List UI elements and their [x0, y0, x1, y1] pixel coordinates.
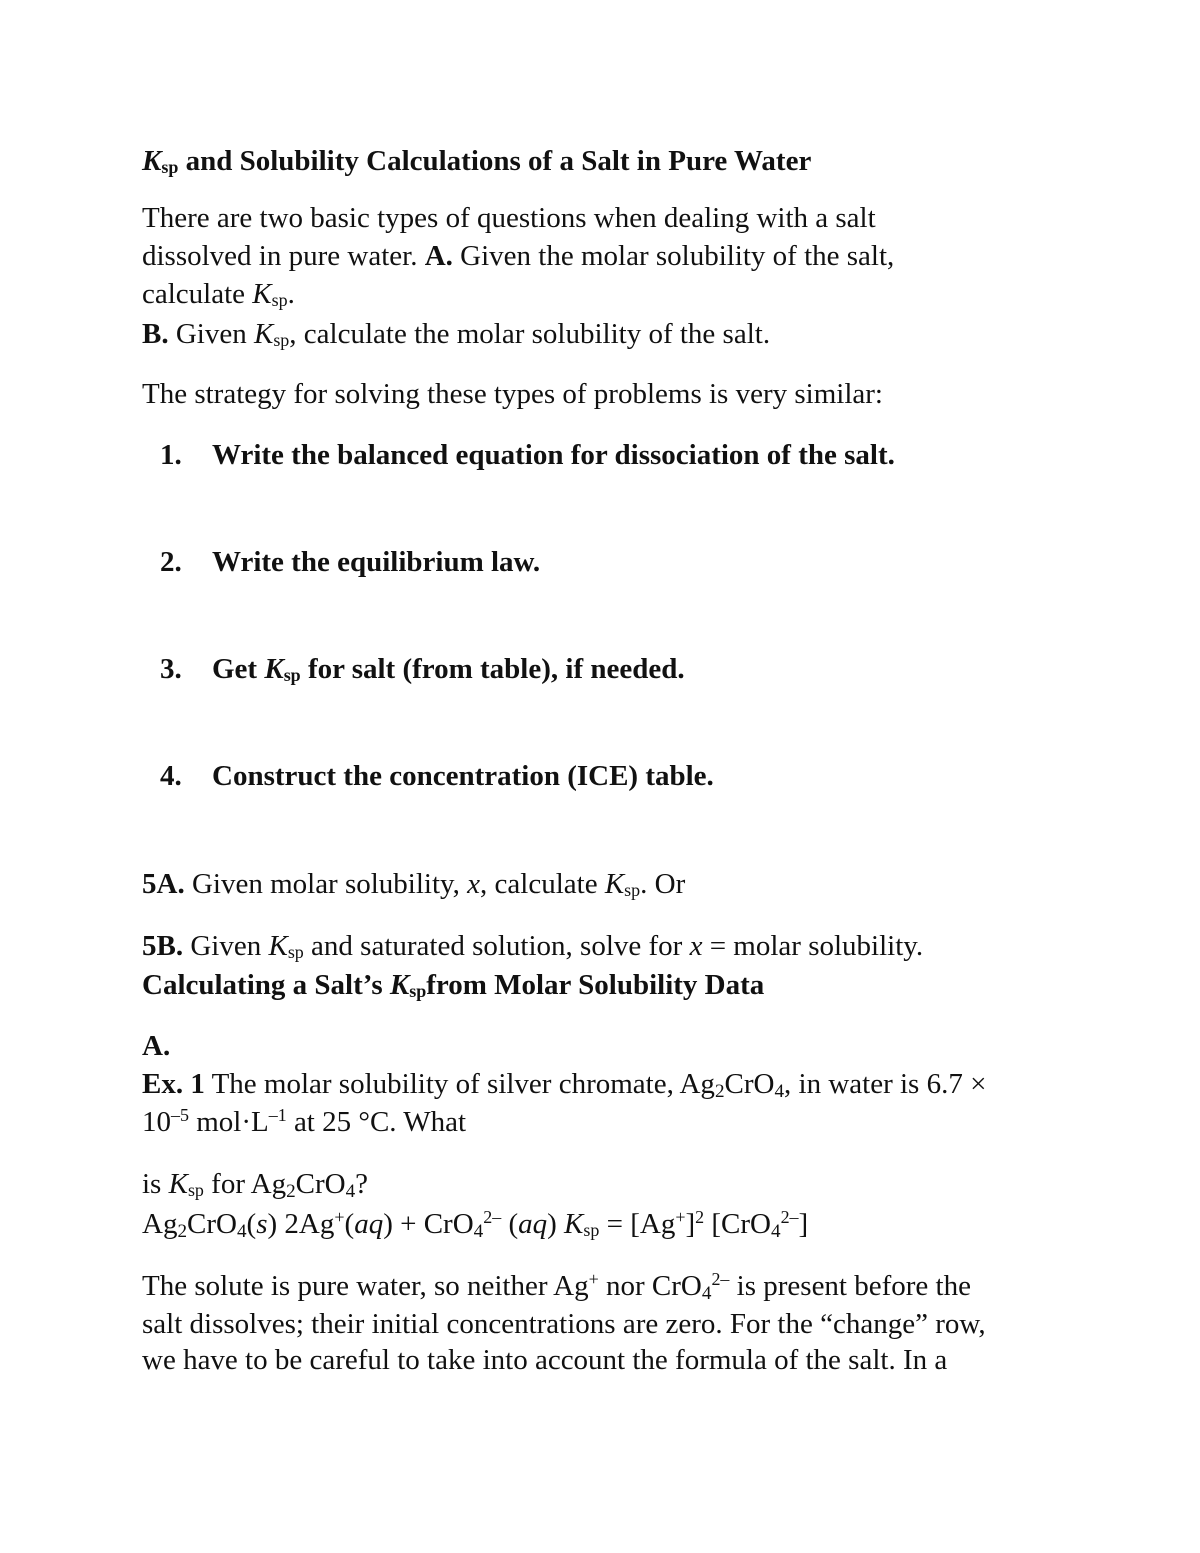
- step-label: 5A.: [142, 868, 185, 900]
- heading-text: from Molar Solubility Data: [426, 969, 765, 1001]
- step-5b: [142, 928, 923, 970]
- superscript: 2–: [483, 1207, 502, 1228]
- step-5a: [142, 866, 685, 908]
- ksp-symbol: K: [142, 145, 162, 177]
- example-label: Ex. 1: [142, 1068, 205, 1100]
- subscript: 4: [771, 1220, 781, 1242]
- strategy-text: The strategy for solving these types of problems is very similar:: [142, 378, 883, 410]
- step-text: Construct the concentration (ICE) table.: [212, 760, 714, 792]
- subscript: 2: [286, 1180, 296, 1202]
- ksp-subscript: sp: [583, 1220, 600, 1241]
- superscript: 2–: [780, 1207, 799, 1228]
- intro-line-3: [142, 276, 295, 318]
- ksp-symbol: K: [264, 653, 284, 685]
- equation-text: = [Ag: [599, 1208, 676, 1240]
- superscript: 2: [695, 1207, 705, 1228]
- equation-text: [557, 1208, 564, 1240]
- closing-line-1: [142, 1268, 971, 1304]
- closing-line-3: we have to be careful to take into account the formula of the salt. In a: [142, 1344, 948, 1376]
- example-text: CrO: [295, 1168, 346, 1200]
- ksp-symbol: K: [564, 1208, 584, 1240]
- step-number: 2.: [160, 546, 182, 578]
- ksp-subscript: sp: [624, 880, 641, 901]
- intro-text: dissolved in pure water.: [142, 240, 425, 272]
- intro-line-2: [142, 238, 894, 274]
- variable-x: x: [467, 868, 481, 900]
- dissociation-equation: $Ag_2CrO_4(s) 2Ag^+(aq) + CrO_4^{2-}$ (aq) Ksp = $[Ag^+]^2$ [CrO$_4^{2-}$]: [142, 1207, 809, 1242]
- subscript: 2: [177, 1220, 188, 1242]
- example-line-3: [142, 1166, 368, 1208]
- step-text: = molar solubility.: [702, 930, 924, 962]
- step-text: for salt (from table), if needed.: [300, 653, 685, 685]
- equation-text: ]: [798, 1208, 809, 1240]
- superscript: 2–: [711, 1269, 730, 1290]
- example-text: at 25 °C. What: [286, 1106, 467, 1138]
- intro-line-4: [142, 316, 770, 358]
- title-text: and Solubility Calculations of a Salt in Pure Water: [178, 145, 812, 177]
- example-text: is: [142, 1168, 169, 1200]
- superscript: –5: [171, 1105, 189, 1126]
- ksp-symbol: K: [253, 318, 274, 350]
- step-label: 5B.: [142, 930, 184, 962]
- step-text: . Or: [640, 868, 686, 900]
- ksp-symbol: K: [168, 1168, 188, 1200]
- heading-text: Calculating a Salt’s: [142, 969, 390, 1001]
- ksp-subscript: sp: [273, 330, 290, 351]
- state-aqueous: aq: [354, 1208, 384, 1240]
- step-text: , calculate: [480, 868, 605, 900]
- ksp-symbol: K: [252, 278, 272, 310]
- superscript: +: [675, 1207, 686, 1228]
- intro-line-1: There are two basic types of questions when dealing with a salt: [142, 202, 876, 234]
- superscript: +: [588, 1269, 599, 1290]
- example-text: 10: [142, 1106, 171, 1138]
- example-text: CrO: [724, 1068, 775, 1100]
- step-number: 3.: [160, 653, 182, 685]
- equation-text: + CrO: [392, 1208, 474, 1240]
- example-text: ?: [355, 1168, 369, 1200]
- example-text: The molar solubility of silver chromate, Ag: [204, 1068, 715, 1100]
- example-line-2: [142, 1104, 466, 1140]
- intro-text: , calculate the molar solubility of the salt.: [289, 318, 771, 350]
- closing-text: The solute is pure water, so neither Ag: [142, 1270, 589, 1302]
- step-item: [160, 758, 714, 794]
- intro-text: calculate: [142, 278, 253, 310]
- equation-text: 2Ag: [277, 1208, 335, 1240]
- example-line-1: [142, 1066, 986, 1102]
- section-a-label: A.: [142, 1030, 171, 1062]
- closing-line-2: salt dissolves; their initial concentrations are zero. For the “change” row,: [142, 1308, 986, 1340]
- step-item: [160, 651, 685, 693]
- step-text: Write the balanced equation for dissociation of the salt.: [212, 439, 895, 471]
- ksp-subscript: sp: [161, 157, 179, 178]
- closing-text: nor CrO: [598, 1270, 702, 1302]
- example-text: mol·L: [188, 1106, 269, 1138]
- ksp-subscript: sp: [409, 981, 427, 1002]
- ksp-symbol: K: [389, 969, 410, 1001]
- example-text: , in water is 6.7 ×: [784, 1068, 987, 1100]
- intro-text: Given: [168, 318, 254, 350]
- subscript: 4: [774, 1080, 785, 1102]
- section-heading: [142, 967, 764, 1009]
- subscript: 2: [714, 1080, 725, 1102]
- equation-text: CrO: [187, 1208, 237, 1240]
- ksp-subscript: sp: [283, 665, 301, 686]
- closing-text: is present before the: [729, 1270, 971, 1302]
- equation-text: Ag: [142, 1208, 178, 1240]
- subscript: 4: [701, 1282, 712, 1304]
- option-a-label: A.: [424, 240, 453, 272]
- equation-text: [CrO: [704, 1208, 771, 1240]
- page-title: [142, 143, 811, 185]
- variable-x: x: [689, 930, 703, 962]
- ksp-subscript: sp: [271, 290, 288, 311]
- subscript: 4: [236, 1220, 247, 1242]
- step-text: and saturated solution, solve for: [303, 930, 690, 962]
- intro-text: Given the molar solubility of the salt,: [452, 240, 895, 272]
- option-b-label: B.: [142, 318, 169, 350]
- superscript: –1: [268, 1105, 287, 1126]
- step-item: [160, 437, 895, 473]
- step-text: Get: [212, 653, 265, 685]
- step-item: [160, 544, 540, 580]
- step-number: 1.: [160, 439, 182, 471]
- ksp-symbol: K: [604, 868, 625, 900]
- subscript: 4: [473, 1220, 484, 1242]
- state-aqueous: aq: [518, 1208, 548, 1240]
- ksp-subscript: sp: [187, 1180, 204, 1201]
- superscript: +: [334, 1207, 345, 1228]
- step-number: 4.: [160, 760, 182, 792]
- step-text: Write the equilibrium law.: [212, 546, 541, 578]
- example-text: for Ag: [203, 1168, 287, 1200]
- ksp-subscript: sp: [287, 942, 304, 963]
- state-solid: s: [256, 1208, 268, 1240]
- ksp-symbol: K: [268, 930, 288, 962]
- intro-text: .: [287, 278, 295, 310]
- subscript: 4: [345, 1180, 356, 1202]
- step-text: Given: [183, 930, 269, 962]
- step-text: Given molar solubility,: [184, 868, 468, 900]
